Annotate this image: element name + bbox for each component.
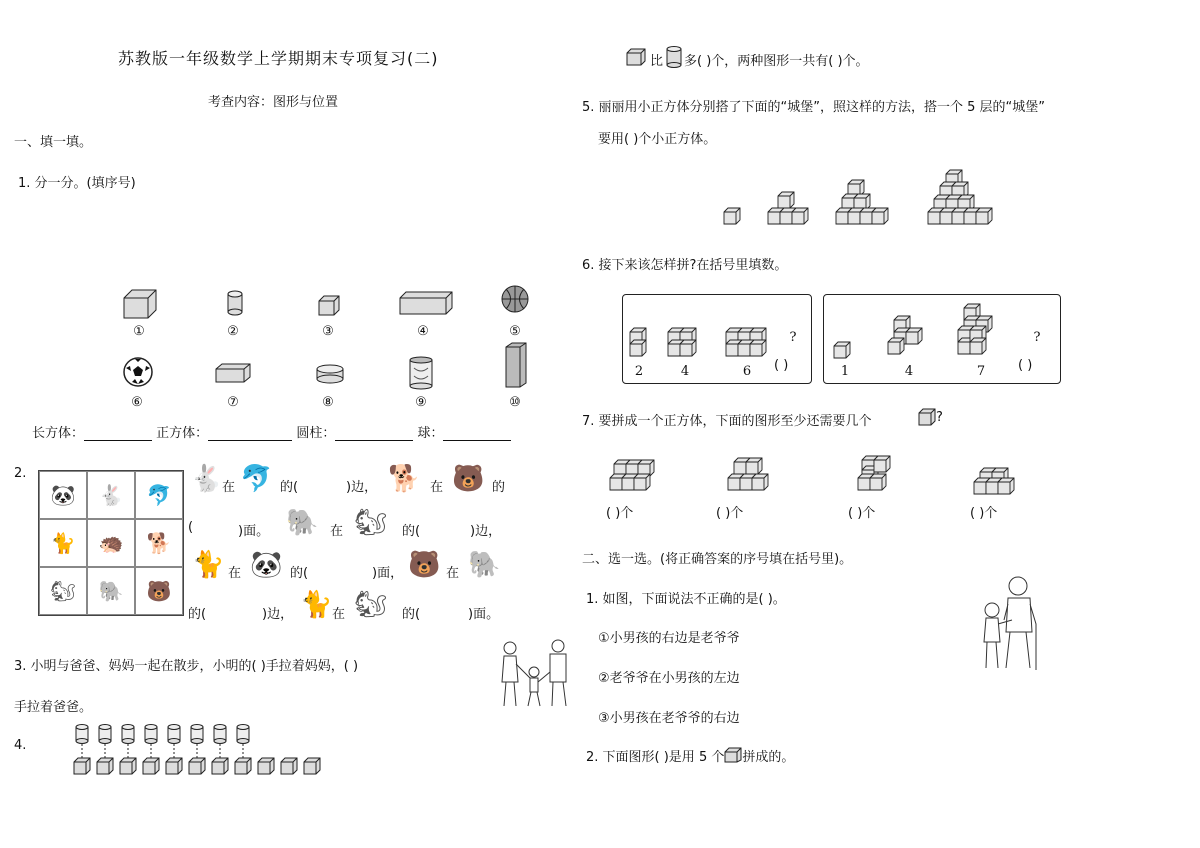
q2-text: 的( [290,566,309,581]
q2-text: 在 [332,607,346,622]
soccer-ball-icon [122,356,154,388]
q2-text: 的 [492,480,506,495]
q6-left-num-1: 2 [634,364,644,379]
q2-text: )边， [346,480,378,495]
q1-text: 1. 分一分。(填序号) [18,176,136,191]
q7-answer-3[interactable]: ( )个 [848,506,876,521]
q2-text: 的( [188,607,207,622]
q7-text: 7. 要拼成一个正方体，下面的图形至少还需要几个 [582,414,872,429]
q2-text: 在 [430,480,444,495]
panda-icon: 🐼 [39,471,87,519]
shape-label-4: ④ [417,324,429,339]
shape-label-5: ⑤ [509,324,521,339]
shape-label-1: ① [133,324,145,339]
cube-answer-field[interactable] [208,426,292,441]
shape-label-6: ⑥ [131,395,143,410]
sphere-answer-field[interactable] [443,426,511,441]
cuboid-icon [214,362,252,384]
q2-text: 的( [402,607,421,622]
q2-text: 在 [222,480,236,495]
page-title: 苏教版一年级数学上学期期末专项复习(二) [118,49,439,68]
q2-text: 在 [330,524,344,539]
q5-line1: 5. 丽丽用小正方体分别搭了下面的“城堡”，照这样的方法，搭一个 5 层的“城堡” [582,100,1046,115]
cube-answer-label: 正方体： [156,426,209,441]
section-2-heading: 二、选一选。(将正确答案的序号填在括号里)。 [582,552,853,567]
small-cube-icon [724,747,742,763]
q1-answer-line [32,422,511,441]
page-subtitle: 考查内容：图形与位置 [208,95,339,110]
cuboid-answer-field[interactable] [84,426,152,441]
cat-icon: 🐈 [39,519,87,567]
panda-icon: 🐼 [250,550,283,580]
q2-text: 在 [446,566,460,581]
cylinder-icon [315,364,345,384]
q4-compare-text: 比 [650,54,664,69]
q7-text-end: ? [936,410,943,425]
s2q1-text: 1. 如图，下面说法不正确的是( )。 [586,592,786,607]
q6-left-num-3: 6 [742,364,752,379]
s2q2-text [586,746,794,765]
small-cube-icon [918,408,936,426]
q6-right-num-3: 7 [976,364,986,379]
q7-answer-4[interactable]: ( )个 [970,506,998,521]
q6-text: 6. 接下来该怎样拼?在括号里填数。 [582,258,788,273]
family-walking-icon [496,638,576,710]
q2-text: )面。 [468,607,500,622]
dolphin-icon: 🐬 [135,471,183,519]
rabbit-icon: 🐇 [190,464,223,494]
bear-icon: 🐻 [135,567,183,615]
q2-number: 2. [14,466,27,481]
animal-grid [38,470,184,616]
cylinder-icon [226,290,244,316]
s2q2-text-end: 拼成的。 [742,750,795,765]
q2-text: 在 [228,566,242,581]
section-1-heading: 一、填一填。 [14,135,93,150]
s2q2-text-start: 2. 下面图形( )是用 5 个 [586,750,725,765]
elephant-icon: 🐘 [468,550,501,580]
cuboid-icon [122,288,158,320]
cat-icon: 🐈 [300,590,333,620]
elephant-icon: 🐘 [87,567,135,615]
q6-right-answer[interactable]: ( ) [1018,358,1033,373]
q6-left-answer[interactable]: ( ) [774,358,789,373]
s2q1-option-2: ②老爷爷在小男孩的左边 [598,671,740,686]
cat-icon: 🐈 [192,550,225,580]
bear-icon: 🐻 [452,464,485,494]
s2q1-option-1: ①小男孩的右边是老爷爷 [598,631,740,646]
sphere-answer-label: 球： [417,426,444,441]
dolphin-icon: 🐬 [240,464,273,494]
squirrel-icon: 🐿 [39,567,87,615]
q2-text: )面。 [238,524,270,539]
shape-label-7: ⑦ [227,395,239,410]
q6-left-num-2: 4 [680,364,690,379]
q5-line2: 要用( )个小正方体。 [598,132,717,147]
bear-icon: 🐻 [408,550,441,580]
cylinder-icon [666,46,682,68]
q6-left-question: ? [789,330,797,345]
cylinders-and-cubes-figure [72,720,322,778]
q6-right-cubes [830,300,1010,360]
q6-right-num-2: 4 [904,364,914,379]
q2-text: )面， [372,566,404,581]
boy-and-grandpa-icon [978,574,1048,674]
q4-question-text: 多( )个，两种图形一共有( )个。 [684,54,869,69]
q2-text: )边， [470,524,502,539]
cuboid-answer-label: 长方体： [32,426,85,441]
q7-cube-figures [608,452,1028,496]
q6-right-question: ? [1033,330,1041,345]
dog-icon: 🐕 [135,519,183,567]
dog-icon: 🐕 [388,464,421,494]
s2q1-option-3: ③小男孩在老爷爷的右边 [598,711,740,726]
shape-label-9: ⑨ [415,395,427,410]
q7-answer-2[interactable]: ( )个 [716,506,744,521]
squirrel-icon: 🐿 [354,590,388,620]
hedgehog-icon: 🦔 [87,519,135,567]
shape-label-10: ⑩ [509,395,521,410]
cube-icon [626,48,646,66]
shape-label-2: ② [227,324,239,339]
q2-text: )边， [262,607,294,622]
cube-icon [317,294,341,316]
shape-label-3: ③ [322,324,334,339]
basketball-icon [500,284,530,314]
q6-right-num-1: 1 [840,364,850,379]
rabbit-icon: 🐇 [87,471,135,519]
q4-number: 4. [14,738,27,753]
can-icon [408,356,434,390]
cuboid-icon [504,341,528,389]
q2-text: 的( [402,524,421,539]
cylinder-answer-field[interactable] [335,426,413,441]
squirrel-icon: 🐿 [354,508,388,538]
cube-castles-figure [722,170,992,228]
q2-text: ( [188,520,194,535]
shape-label-8: ⑧ [322,395,334,410]
cuboid-icon [398,290,454,316]
q3-line1: 3. 小明与爸爸、妈妈一起在散步，小明的( )手拉着妈妈，( ) [14,659,359,674]
elephant-icon: 🐘 [286,508,319,538]
q2-text: 的( [280,480,299,495]
q7-answer-1[interactable]: ( )个 [606,506,634,521]
q3-line2: 手拉着爸爸。 [14,700,93,715]
cylinder-answer-label: 圆柱： [296,426,336,441]
